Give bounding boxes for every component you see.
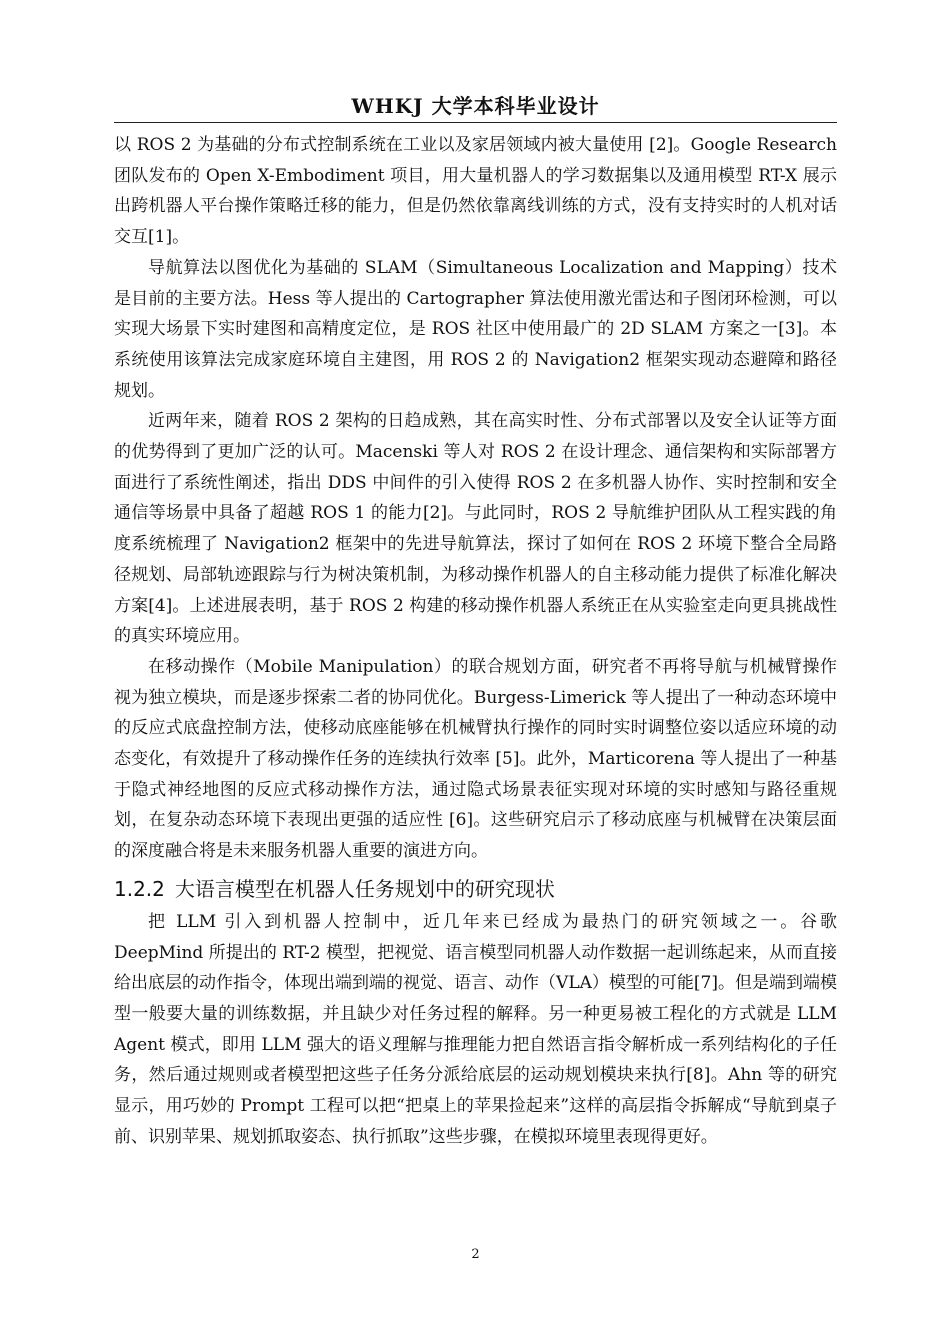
paragraph: 导航算法以图优化为基础的 SLAM（Simultaneous Localization and Mapping）技术是目前的主要方法。Hess 等人提出的 Cartographer 算法使用激光雷达和子图闭环检测，可以实现大场景下实时建图和高精度定位，是 ROS 社区中使用最广的 2D SLAM 方案之一[3]。本系统使用该算法完成家庭环境自主建图，用 ROS 2 的 Navigation2 框架实现动态避障和路径规划。 <box>114 257 837 401</box>
page-body <box>114 130 837 1153</box>
running-header: WHKJ 大学本科毕业设计 <box>351 94 600 118</box>
paragraph: 把 LLM 引入到机器人控制中，近几年来已经成为最热门的研究领域之一。谷歌 DeepMind 所提出的 RT-2 模型，把视觉、语言模型同机器人动作数据一起训练起来，从而直接给出底层的动作指令，体现出端到端的视觉、语言、动作（VLA）模型的可能[7]。但是端到端模型一般要大量的训练数据，并且缺少对任务过程的解释。另一种更易被工程化的方式就是 LLM Agent 模式，即用 LLM 强大的语义理解与推理能力把自然语言指令解析成一系列结构化的子任务，然后通过规则或者模型把这些子任务分派给底层的运动规划模块来执行[8]。Ahn 等的研究显示，用巧妙的 Prompt 工程可以把“把桌上的苹果捡起来”这样的高层指令拆解成“导航到桌子前、识别苹果、规划抓取姿态、执行抓取”这些步骤，在模拟环境里表现得更好。 <box>114 911 837 1147</box>
paragraph: 以 ROS 2 为基础的分布式控制系统在工业以及家居领域内被大量使用 [2]。Google Research 团队发布的 Open X-Embodiment 项目，用大量机器人的学习数据集以及通用模型 RT-X 展示出跨机器人平台操作策略迁移的能力，但是仍然依靠离线训练的方式，没有支持实时的人机对话交互[1]。 <box>114 135 837 248</box>
paragraph: 近两年来，随着 ROS 2 架构的日趋成熟，其在高实时性、分布式部署以及安全认证等方面的优势得到了更加广泛的认可。Macenski 等人对 ROS 2 在设计理念、通信架构和实际部署方面进行了系统性阐述，指出 DDS 中间件的引入使得 ROS 2 在多机器人协作、实时控制和安全通信等场景中具备了超越 ROS 1 的能力[2]。与此同时，ROS 2 导航维护团队从工程实践的角度系统梳理了 Navigation2 框架中的先进导航算法，探讨了如何在 ROS 2 环境下整合全局路径规划、局部轨迹跟踪与行为树决策机制，为移动操作机器人的自主移动能力提供了标准化解决方案[4]。上述进展表明，基于 ROS 2 构建的移动操作机器人系统正在从实验室走向更具挑战性的真实环境应用。 <box>114 411 837 647</box>
page-number: 2 <box>471 1247 480 1262</box>
section-number: 1.2.2 <box>114 876 165 901</box>
section-heading <box>114 874 837 904</box>
paragraph: 在移动操作（Mobile Manipulation）的联合规划方面，研究者不再将导航与机械臂操作视为独立模块，而是逐步探索二者的协同优化。Burgess-Limerick 等人提出了一种动态环境中的反应式底盘控制方法，使移动底座能够在机械臂执行操作的同时实时调整位姿以适应环境的动态变化，有效提升了移动操作任务的连续执行效率 [5]。此外，Marticorena 等人提出了一种基于隐式神经地图的反应式移动操作方法，通过隐式场景表征实现对环境的实时感知与路径重规划，在复杂动态环境下表现出更强的适应性 [6]。这些研究启示了移动底座与机械臂在决策层面的深度融合将是未来服务机器人重要的演进方向。 <box>114 656 837 862</box>
header-rule <box>114 122 837 123</box>
section-title: 大语言模型在机器人任务规划中的研究现状 <box>174 876 555 901</box>
